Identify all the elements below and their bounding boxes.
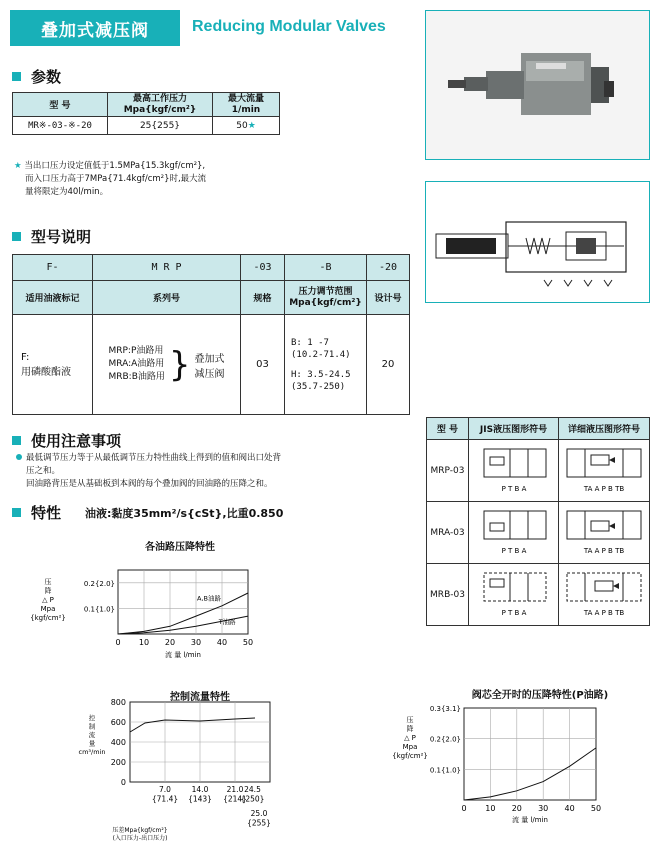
chart1-xtick: 40 [216, 638, 228, 647]
chart2-xtick: 21.0 [226, 785, 244, 794]
model-label-series: 系列号 [93, 281, 241, 315]
chart1-xtick: 30 [190, 638, 202, 647]
series-item-mrb: MRB:B油路用 [108, 372, 165, 382]
svg-text:P T B A: P T B A [501, 547, 526, 555]
chart3-xlabel: 流 量 l/min [512, 816, 548, 824]
model-series-value [93, 315, 241, 415]
svg-text:TA A P B TB: TA A P B TB [583, 547, 625, 555]
chart3-ylabel: {kgf/cm²} [392, 752, 428, 760]
props-text: 油液:黏度35mm²/s{cSt},比重0.850 [85, 506, 284, 520]
chart1-ylabel: 降 [44, 587, 52, 595]
chart1-ytick: 0.1{1.0} [83, 605, 115, 614]
series-item-mra: MRA:A油路用 [108, 359, 165, 369]
model-fluid-value: F: 用磷酸酯液 [13, 315, 93, 415]
note-star-icon: ★ [14, 161, 22, 171]
model-size-value: 03 [241, 315, 285, 415]
chart2-xtick: 25.0 [250, 809, 268, 818]
jis-symbol-mra [469, 502, 559, 564]
props-heading: 特性 油液:黏度35mm²/s{cSt},比重0.850 [12, 502, 283, 523]
chart2-xtick: 7.0 [159, 785, 171, 794]
section-marker-icon [12, 232, 21, 241]
page-title-en: Reducing Modular Valves [192, 18, 386, 35]
chart2-ylabel: 量 [88, 739, 96, 748]
chart1-ylabel: {kgf/cm²} [30, 614, 66, 622]
model-label-range: 压力调节范围 Mpa{kgf/cm²} [285, 281, 367, 315]
chart1-xlabel: 流 量 l/min [165, 651, 201, 659]
params-col-model: 型 号 [13, 93, 108, 117]
chart1-title: 各油路压降特性 [145, 542, 215, 553]
page-title-cn: 叠加式减压阀 [10, 10, 180, 46]
chart2-xtick: {71.4} [151, 794, 179, 804]
detail-symbol-mrb [559, 564, 650, 626]
chart2-ylabel: cm³/min [78, 748, 106, 756]
chart1-xtick: 0 [115, 638, 121, 647]
symbol-row-mrp: MRP-03 [427, 440, 469, 502]
svg-text:TA A P B TB: TA A P B TB [583, 485, 625, 493]
symbol-col-jis: JIS液压图形符号 [469, 418, 559, 440]
symbol-row-mrb: MRB-03 [427, 564, 469, 626]
caution-heading: 使用注意事项 [12, 430, 121, 451]
params-cell-model: MR※-03-※-20 [13, 117, 108, 135]
chart2-title: 控制流量特性 [170, 692, 230, 703]
model-design-value: 20 [367, 315, 410, 415]
chart3-ylabel: △ P [404, 734, 416, 742]
chart3 [392, 700, 618, 825]
section-marker-icon [12, 508, 21, 517]
chart2 [78, 696, 308, 841]
detail-symbol-mra [559, 502, 650, 564]
chart2-xtick: {214} [223, 794, 247, 804]
chart2-ytick: 800 [110, 698, 126, 707]
chart3-ytick: 0.2{2.0} [429, 735, 461, 744]
symbol-table [426, 417, 650, 626]
chart3-ylabel: Mpa [402, 743, 418, 751]
chart1-ylabel: Mpa [40, 605, 56, 613]
model-table [12, 254, 410, 415]
jis-symbol-mrb [469, 564, 559, 626]
jis-symbol-mrp [469, 440, 559, 502]
chart3-ylabel: 压 [406, 716, 414, 724]
chart3-ylabel: 降 [406, 725, 414, 733]
params-cell-pressure: 25{255} [108, 117, 213, 135]
chart2-ylabel: 制 [88, 722, 96, 731]
chart2-ylabel: 控 [88, 714, 96, 722]
svg-text:P T B A: P T B A [501, 485, 526, 493]
chart1-xtick: 10 [138, 638, 150, 647]
product-photo [425, 10, 650, 160]
chart3-xtick: 50 [590, 804, 602, 813]
model-range-value: B: 1 -7 (10.2-71.4) H: 3.5-24.5 (35.7-250) [285, 315, 367, 415]
section-marker-icon [12, 436, 21, 445]
chart2-xtick: {143} [188, 794, 212, 804]
chart1-xtick: 50 [242, 638, 254, 647]
symbol-row-mra: MRA-03 [427, 502, 469, 564]
chart1-series-label: A,B油路 [197, 594, 221, 603]
chart1-series-label: T油路 [218, 617, 236, 626]
params-note: ★ 当出口压力设定值低于1.5MPa{15.3kgf/cm²}, 而入口压力高于7MPa{71.4kgf/cm²}时,最大流 量将限定为40l/min。 [14, 161, 207, 197]
chart3-xtick: 0 [461, 804, 467, 813]
svg-text:TA A P B TB: TA A P B TB [583, 609, 625, 617]
chart2-xtick: {250} [240, 794, 265, 804]
symbol-col-model: 型 号 [427, 418, 469, 440]
svg-text:P T B A: P T B A [501, 609, 526, 617]
chart3-xtick: 20 [511, 804, 522, 813]
chart3-title: 阀芯全开时的压降特性(P油路) [471, 690, 609, 701]
model-label-size: 规格 [241, 281, 285, 315]
chart3-ytick: 0.3{3.1} [429, 705, 461, 713]
section-illustration [426, 182, 649, 302]
bullet-icon [16, 454, 22, 460]
symbol-col-detail: 详细液压图形符号 [559, 418, 650, 440]
chart2-ytick: 0 [120, 778, 126, 787]
chart2-xtick: {255} [247, 818, 271, 828]
chart3-xtick: 10 [485, 804, 496, 813]
model-code-series: M R P [93, 255, 241, 281]
chart3-xtick: 30 [538, 804, 549, 813]
brace-icon: } [168, 344, 191, 385]
model-label-design: 设计号 [367, 281, 410, 315]
chart2-ytick: 400 [110, 738, 126, 747]
model-code-design: -20 [367, 255, 410, 281]
chart3-series-line [464, 748, 596, 800]
params-heading: 参数 [12, 66, 61, 87]
chart2-xtick: 24.5 [244, 785, 261, 794]
params-col-flow: 最大流量 1/min [213, 93, 280, 117]
chart2-xlabel: 压差Mpa{kgf/cm²} [112, 827, 168, 834]
chart2-series-line [130, 718, 255, 732]
detail-symbol-mrp [559, 440, 650, 502]
params-col-pressure: 最高工作压力 Mpa{kgf/cm²} [108, 93, 213, 117]
chart1-ylabel: △ P [42, 596, 54, 604]
chart2-xtick: 14.0 [191, 785, 209, 794]
chart1-ytick: 0.2{2.0} [83, 579, 115, 588]
chart2-xlabel: (入口压力-出口压力) [112, 835, 168, 841]
chart3-ytick: 0.1{1.0} [429, 766, 461, 775]
chart2-ytick: 200 [110, 758, 126, 767]
chart2-ylabel: 流 [88, 731, 96, 739]
chart1-xtick: 20 [164, 638, 176, 647]
section-marker-icon [12, 72, 21, 81]
series-item-mrp: MRP:P油路用 [108, 346, 164, 356]
model-heading: 型号说明 [12, 226, 91, 247]
model-code-fluid: F- [13, 255, 93, 281]
model-label-fluid: 适用油液标记 [13, 281, 93, 315]
model-code-size: -03 [241, 255, 285, 281]
chart3-xtick: 40 [564, 804, 575, 813]
caution-text: 最低调节压力等于从最低调节压力特性曲线上得到的值和阀出口处背 压之和。 回油路背压是从基础板到本阀的每个叠加阀的回油路的压降之和。 [16, 452, 416, 491]
params-table [12, 92, 280, 135]
star-icon: ★ [247, 120, 256, 131]
valve-photo-illustration [426, 11, 649, 159]
series-name: 叠加式 减压阀 [194, 353, 225, 380]
params-cell-flow: 50★ [213, 117, 280, 135]
chart1-ylabel: 压 [44, 578, 52, 586]
section-drawing [425, 181, 650, 303]
model-code-range: -B [285, 255, 367, 281]
chart1 [20, 556, 280, 666]
chart2-ytick: 600 [110, 718, 126, 727]
